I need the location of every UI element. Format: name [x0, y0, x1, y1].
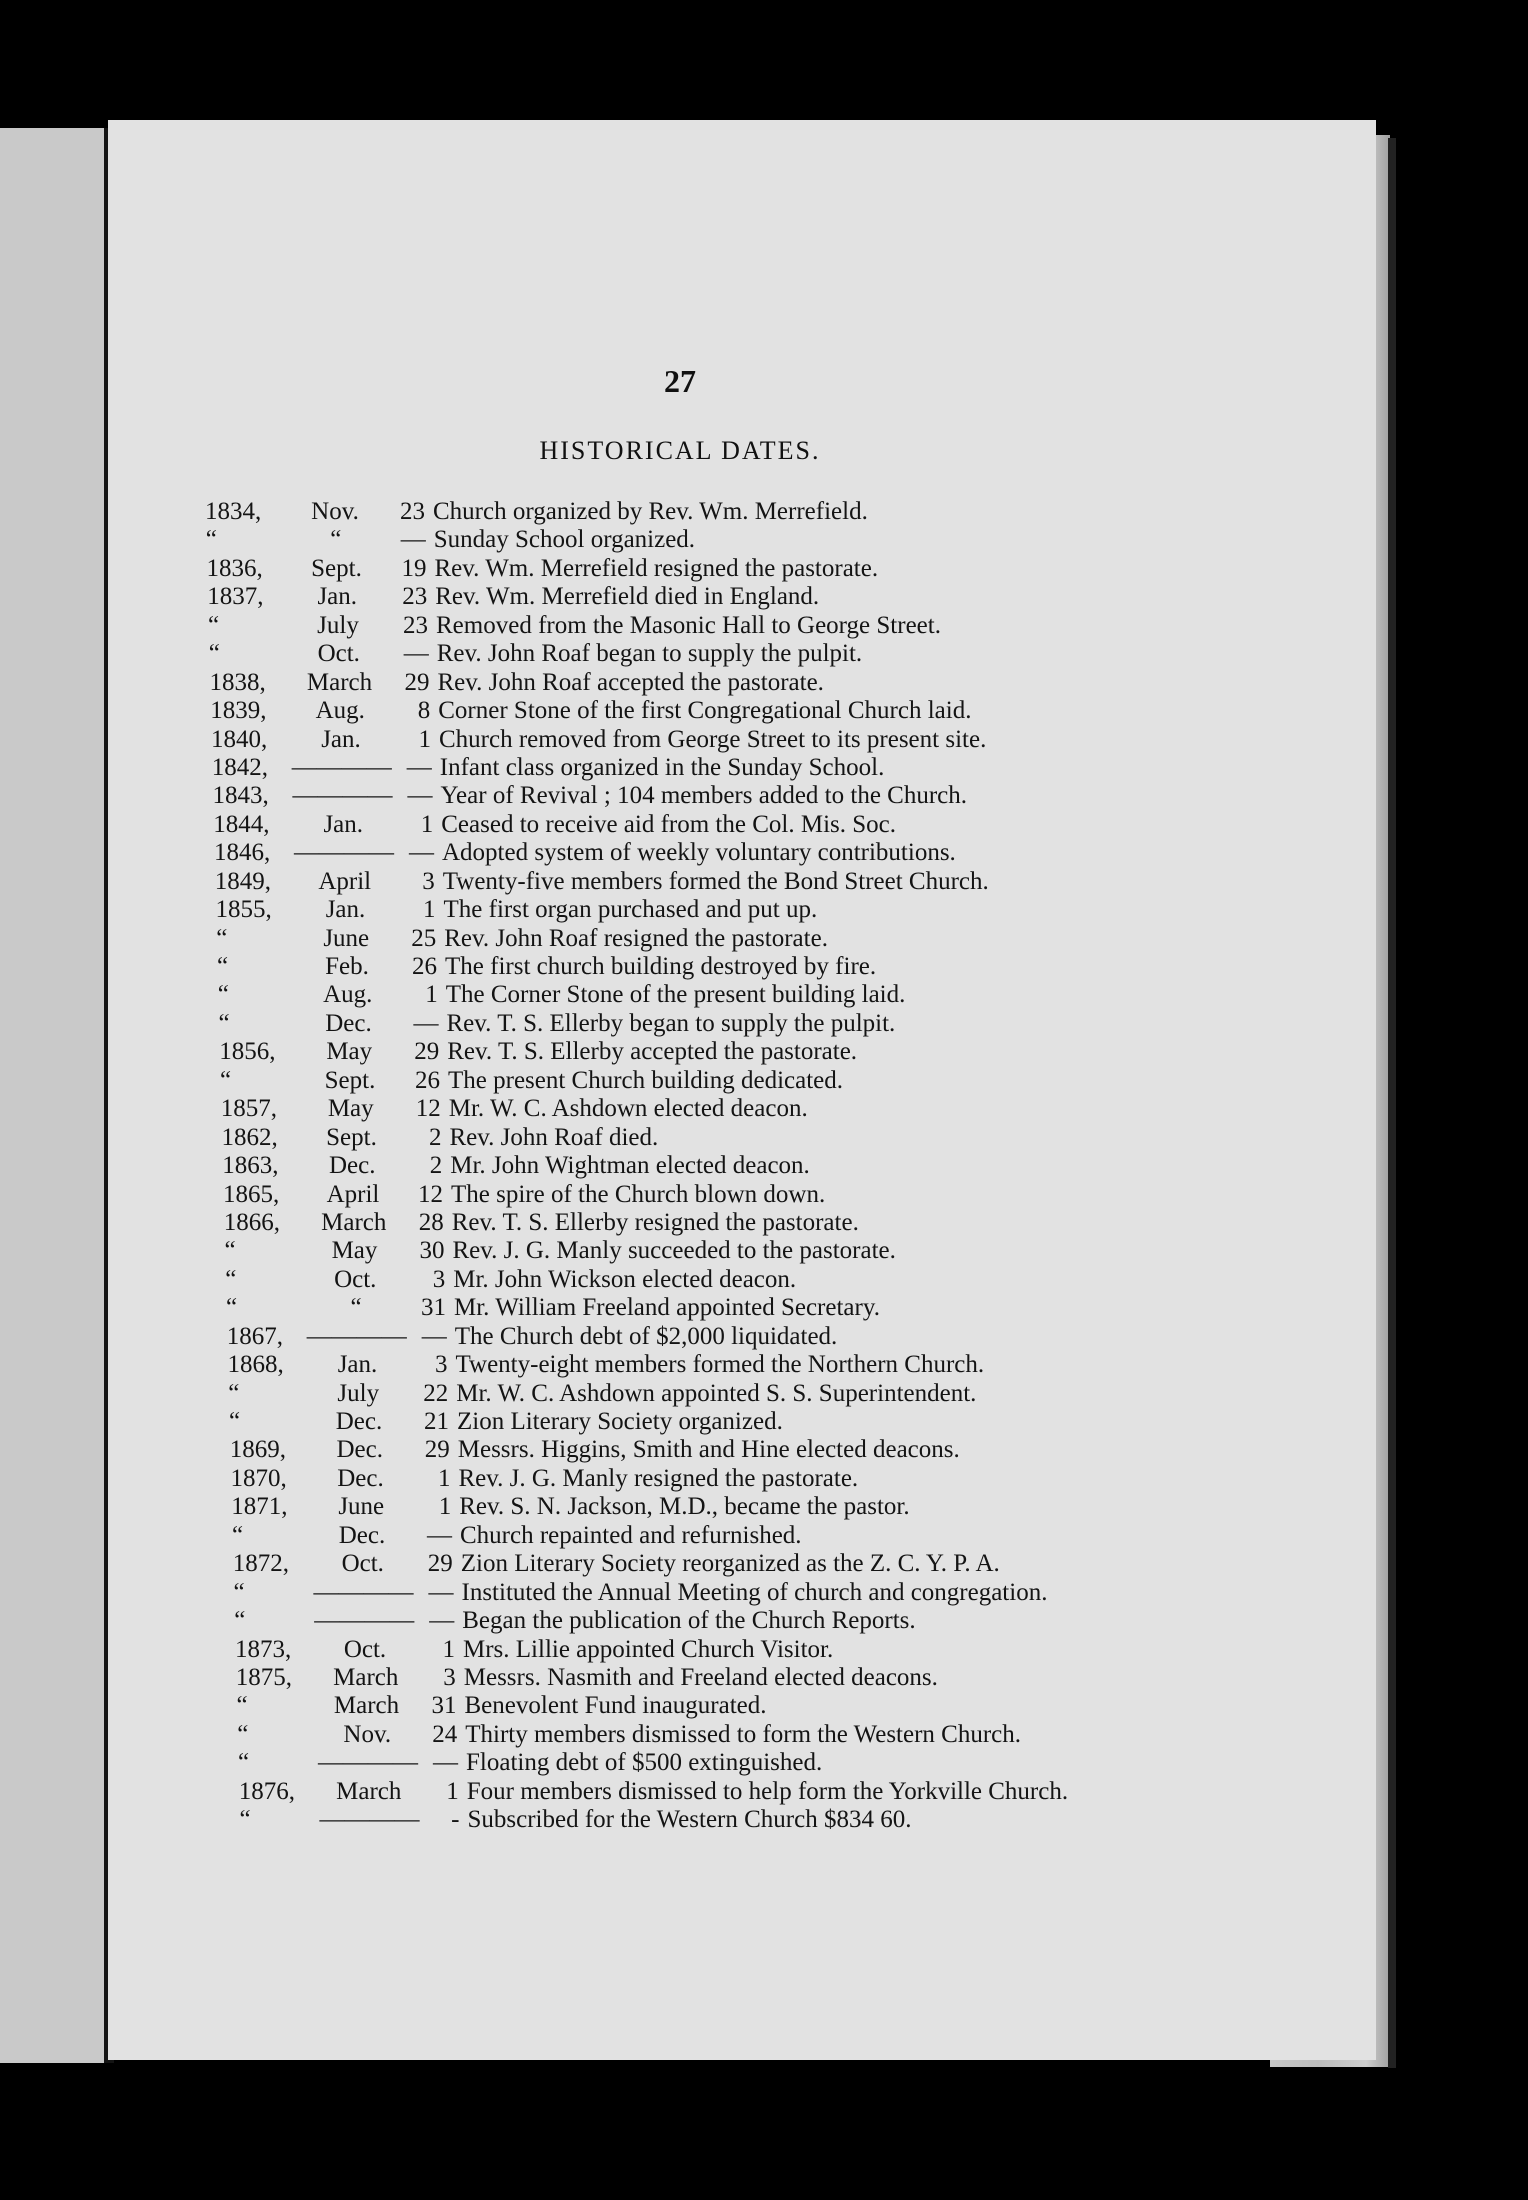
- entry-event: Twenty-five members formed the Bond Street Church.: [442, 867, 989, 895]
- date-entry: [226, 1294, 1205, 1322]
- entry-day: 2: [429, 1123, 442, 1151]
- date-entry: [219, 1010, 1206, 1038]
- entry-month: Dec.: [338, 1521, 386, 1549]
- date-entry: [234, 1579, 1206, 1607]
- entry-year: 1869,: [229, 1436, 286, 1464]
- entry-day: 31: [431, 1692, 457, 1720]
- entry-event: Mrs. Lillie appointed Church Visitor.: [463, 1635, 834, 1663]
- entry-day: —: [428, 1578, 454, 1606]
- entry-day: 1: [446, 1777, 459, 1805]
- entry-day: 29: [424, 1436, 450, 1464]
- entry-month: Nov.: [311, 498, 359, 525]
- date-entry: [225, 1266, 1205, 1294]
- entry-month: Dec.: [336, 1436, 383, 1464]
- date-entry: [213, 782, 1206, 810]
- entry-month: ————: [319, 1806, 420, 1834]
- date-entry: [211, 726, 1205, 754]
- date-entry: [234, 1607, 1205, 1635]
- entry-month: Aug.: [315, 697, 365, 725]
- entry-day: 23: [403, 611, 428, 639]
- date-entry: [237, 1721, 1205, 1749]
- entry-month: Jan.: [323, 810, 364, 838]
- date-entry: [216, 896, 1206, 924]
- entry-day: —: [413, 1009, 439, 1037]
- date-entry: [237, 1692, 1206, 1720]
- entry-day: —: [427, 1521, 452, 1549]
- entry-month: July: [337, 1379, 380, 1407]
- entry-year: 1846,: [214, 839, 271, 867]
- entry-event: Subscribed for the Western Church $834 60.: [467, 1806, 912, 1834]
- entry-year: 1876,: [238, 1777, 295, 1805]
- entry-event: Four members dismissed to help form the Yorkville Church.: [466, 1777, 1069, 1805]
- entry-event: Removed from the Masonic Hall to George Street.: [436, 611, 941, 639]
- entry-day: 1: [418, 725, 431, 753]
- entry-year: “: [233, 1578, 245, 1606]
- date-entry: [224, 1209, 1205, 1237]
- entry-event: Mr. John Wightman elected deacon.: [450, 1152, 810, 1180]
- date-entry: [217, 953, 1205, 981]
- entry-day: —: [406, 753, 432, 781]
- entry-year: 1875,: [235, 1663, 292, 1691]
- entry-year: “: [220, 1066, 232, 1094]
- date-entry: [210, 669, 1206, 697]
- entry-day: 12: [418, 1180, 443, 1208]
- entry-year: “: [234, 1607, 246, 1635]
- entry-month: Nov.: [343, 1720, 392, 1748]
- date-entry: [221, 1095, 1205, 1123]
- entry-month: March: [333, 1663, 399, 1691]
- historical-dates-list: [205, 498, 1205, 1835]
- entry-day: —: [409, 839, 434, 867]
- entry-event: Twenty-eight members formed the Northern Church.: [455, 1351, 985, 1379]
- entry-year: 1872,: [232, 1550, 289, 1578]
- entry-event: Rev. John Roaf accepted the pastorate.: [437, 668, 824, 696]
- entry-event: Mr. John Wickson elected deacon.: [453, 1265, 797, 1293]
- entry-year: 1855,: [215, 896, 272, 924]
- entry-month: July: [317, 611, 359, 639]
- entry-day: 1: [420, 810, 434, 838]
- entry-day: 22: [423, 1379, 449, 1407]
- entry-year: “: [218, 1009, 230, 1037]
- entry-month: June: [323, 924, 370, 952]
- entry-event: Rev. John Roaf resigned the pastorate.: [444, 924, 828, 952]
- date-entry: [214, 839, 1205, 867]
- entry-event: Rev. T. S. Ellerby resigned the pastorate.: [451, 1208, 859, 1236]
- entry-event: Church organized by Rev. Wm. Merrefield.: [433, 498, 868, 525]
- date-entry: [238, 1749, 1205, 1777]
- entry-month: ————: [294, 839, 394, 867]
- entry-day: 8: [417, 697, 431, 725]
- entry-year: 1862,: [221, 1123, 278, 1151]
- entry-month: April: [326, 1180, 380, 1208]
- entry-event: Rev. Wm. Merrefield resigned the pastorate.: [434, 554, 879, 582]
- entry-day: 29: [414, 1038, 440, 1066]
- entry-month: March: [306, 668, 373, 696]
- entry-year: “: [208, 611, 220, 639]
- entry-day: 3: [422, 867, 435, 895]
- entry-year: “: [205, 526, 217, 554]
- entry-event: Began the publication of the Church Reports.: [462, 1607, 916, 1635]
- entry-year: 1849,: [214, 867, 271, 895]
- entry-year: “: [239, 1806, 251, 1834]
- date-entry: [215, 868, 1205, 896]
- entry-year: 1834,: [205, 498, 262, 525]
- entry-event: Rev. Wm. Merrefield died in England.: [435, 583, 820, 611]
- entry-month: March: [333, 1692, 400, 1720]
- entry-month: April: [318, 867, 372, 895]
- entry-event: Adopted system of weekly voluntary contributions.: [442, 839, 956, 867]
- page-heading: HISTORICAL DATES.: [539, 436, 821, 465]
- entry-day: —: [429, 1607, 455, 1635]
- entry-day: -: [451, 1806, 460, 1834]
- entry-event: Zion Literary Society organized.: [457, 1408, 783, 1435]
- date-entry: [223, 1181, 1205, 1209]
- entry-month: Jan.: [321, 725, 361, 753]
- entry-day: 23: [400, 498, 425, 525]
- entry-event: Mr. W. C. Ashdown elected deacon.: [448, 1095, 808, 1123]
- entry-year: “: [236, 1692, 248, 1720]
- entry-year: 1842,: [211, 753, 268, 781]
- entry-day: 12: [415, 1095, 441, 1123]
- entry-event: Church repainted and refurnished.: [460, 1521, 802, 1549]
- date-entry: [233, 1550, 1205, 1578]
- entry-day: 31: [421, 1294, 446, 1322]
- facing-page-edge: [0, 128, 104, 2063]
- entry-year: “: [225, 1265, 237, 1293]
- entry-event: Instituted the Annual Meeting of church and congregation.: [461, 1578, 1048, 1606]
- entry-event: Rev. S. N. Jackson, M.D., became the pastor.: [459, 1493, 910, 1521]
- date-entry: [205, 498, 1205, 526]
- entry-event: Thirty members dismissed to form the Western Church.: [465, 1720, 1022, 1748]
- date-entry: [208, 612, 1205, 640]
- date-entry: [222, 1152, 1205, 1180]
- entry-year: “: [224, 1237, 236, 1265]
- entry-event: Sunday School organized.: [433, 526, 696, 554]
- entry-event: Messrs. Higgins, Smith and Hine elected deacons.: [457, 1436, 960, 1464]
- entry-year: 1868,: [227, 1351, 284, 1379]
- entry-month: ————: [292, 782, 393, 810]
- entry-year: 1856,: [219, 1038, 276, 1066]
- entry-month: May: [326, 1038, 373, 1066]
- date-entry: [236, 1664, 1205, 1692]
- date-entry: [227, 1323, 1205, 1351]
- date-entry: [225, 1237, 1206, 1265]
- entry-month: ————: [306, 1322, 407, 1350]
- date-entry: [220, 1067, 1205, 1095]
- entry-event: Rev. T. S. Ellerby began to supply the pulpit.: [446, 1009, 896, 1037]
- entry-day: 29: [404, 668, 430, 696]
- date-entry: [228, 1380, 1205, 1408]
- entry-month: ————: [313, 1578, 414, 1606]
- entry-day: 26: [412, 953, 437, 980]
- date-entry: [232, 1522, 1205, 1550]
- entry-event: The present Church building dedicated.: [448, 1066, 844, 1094]
- entry-day: 24: [432, 1720, 458, 1748]
- entry-event: The first church building destroyed by fire.: [445, 953, 877, 980]
- entry-day: 29: [427, 1550, 453, 1578]
- entry-year: “: [217, 953, 229, 980]
- entry-event: Floating debt of $500 extinguished.: [466, 1749, 823, 1777]
- entry-event: The Corner Stone of the present building laid.: [445, 981, 906, 1009]
- entry-year: “: [232, 1521, 244, 1549]
- entry-event: Zion Literary Society reorganized as the Z. C. Y. P. A.: [460, 1550, 1000, 1578]
- entry-event: The first organ purchased and put up.: [443, 896, 818, 924]
- entry-month: ————: [314, 1607, 415, 1635]
- entry-event: The Church debt of $2,000 liquidated.: [454, 1322, 838, 1350]
- entry-year: “: [216, 924, 228, 952]
- entry-month: May: [331, 1237, 378, 1265]
- date-entry: [240, 1806, 1206, 1834]
- entry-year: “: [226, 1294, 238, 1322]
- entry-year: 1871,: [231, 1493, 288, 1521]
- entry-year: “: [217, 981, 229, 1009]
- entry-month: Dec.: [329, 1152, 376, 1180]
- entry-month: Sept.: [324, 1066, 376, 1094]
- entry-day: 19: [401, 554, 427, 582]
- entry-month: March: [321, 1208, 387, 1236]
- entry-month: “: [350, 1294, 362, 1322]
- entry-month: Jan.: [337, 1351, 378, 1379]
- entry-event: Rev. John Roaf began to supply the pulpit.: [436, 640, 863, 668]
- entry-year: 1857,: [220, 1095, 277, 1123]
- date-entry: [212, 754, 1205, 782]
- entry-event: The spire of the Church blown down.: [451, 1180, 826, 1208]
- entry-day: —: [407, 782, 433, 810]
- entry-month: Sept.: [326, 1123, 377, 1151]
- page-number: 27: [664, 363, 696, 399]
- entry-month: Oct.: [341, 1550, 384, 1578]
- entry-year: 1863,: [222, 1152, 279, 1180]
- entry-year: 1870,: [230, 1464, 287, 1492]
- entry-month: Dec.: [337, 1464, 384, 1492]
- entry-year: 1839,: [210, 697, 267, 725]
- entry-day: 26: [415, 1066, 440, 1094]
- entry-year: “: [208, 640, 220, 668]
- entry-event: Benevolent Fund inaugurated.: [464, 1692, 767, 1720]
- entry-day: 1: [438, 1464, 451, 1492]
- entry-day: 3: [432, 1265, 446, 1293]
- entry-month: Dec.: [335, 1408, 383, 1435]
- date-entry: [222, 1124, 1206, 1152]
- entry-day: 3: [435, 1351, 448, 1379]
- date-entry: [228, 1351, 1206, 1379]
- date-entry: [235, 1636, 1205, 1664]
- entry-day: 2: [429, 1152, 443, 1180]
- entry-year: 1873,: [235, 1635, 292, 1663]
- entry-year: “: [237, 1720, 249, 1748]
- entry-month: ————: [318, 1749, 418, 1777]
- entry-year: 1840,: [211, 725, 268, 753]
- date-entry: [230, 1436, 1205, 1464]
- date-entry: [231, 1465, 1206, 1493]
- entry-event: Rev. J. G. Manly succeeded to the pastorate.: [452, 1237, 896, 1265]
- entry-event: Year of Revival ; 104 members added to the Church.: [440, 782, 968, 810]
- entry-year: 1865,: [223, 1180, 280, 1208]
- entry-year: “: [238, 1749, 250, 1777]
- entry-month: Aug.: [323, 981, 373, 1009]
- entry-event: Ceased to receive aid from the Col. Mis. Soc.: [441, 810, 896, 838]
- entry-year: 1838,: [209, 668, 266, 696]
- entry-day: —: [403, 640, 429, 668]
- entry-event: Rev. T. S. Ellerby accepted the pastorate.: [447, 1038, 858, 1066]
- entry-event: Mr. William Freeland appointed Secretary.: [454, 1294, 880, 1322]
- entry-month: Dec.: [325, 1009, 372, 1037]
- page-stack-shadow: [1388, 138, 1396, 2068]
- entry-event: Church removed from George Street to its present site.: [439, 725, 987, 753]
- entry-month: ————: [291, 753, 392, 781]
- entry-event: Infant class organized in the Sunday School.: [439, 753, 885, 781]
- entry-day: 1: [438, 1493, 452, 1521]
- entry-year: 1867,: [226, 1322, 283, 1350]
- entry-day: —: [400, 526, 426, 554]
- entry-year: “: [229, 1408, 241, 1435]
- entry-day: —: [433, 1749, 458, 1777]
- entry-month: Jan.: [325, 896, 366, 924]
- entry-day: 30: [419, 1237, 445, 1265]
- entry-day: 21: [424, 1408, 449, 1435]
- entry-month: June: [338, 1493, 385, 1521]
- entry-year: 1836,: [206, 554, 263, 582]
- entry-day: —: [421, 1322, 447, 1350]
- entry-year: “: [228, 1379, 240, 1407]
- date-entry: [219, 1038, 1205, 1066]
- entry-day: 25: [411, 924, 437, 952]
- date-entry: [231, 1493, 1205, 1521]
- entry-year: 1843,: [212, 782, 269, 810]
- entry-day: 28: [418, 1208, 444, 1236]
- date-entry: [207, 555, 1206, 583]
- entry-day: 23: [402, 583, 428, 611]
- entry-month: Sept.: [311, 554, 362, 582]
- date-entry: [207, 583, 1205, 611]
- entry-year: 1866,: [223, 1208, 280, 1236]
- entry-year: 1844,: [213, 810, 270, 838]
- entry-month: Oct.: [343, 1635, 387, 1663]
- entry-month: Feb.: [325, 953, 369, 980]
- entry-day: 3: [443, 1663, 456, 1691]
- entry-day: 1: [442, 1635, 455, 1663]
- entry-event: Messrs. Nasmith and Freeland elected deacons.: [463, 1663, 938, 1691]
- entry-month: Oct.: [317, 640, 360, 668]
- date-entry: [229, 1408, 1205, 1436]
- entry-event: Mr. W. C. Ashdown appointed S. S. Superintendent.: [456, 1379, 977, 1407]
- entry-month: Jan.: [317, 583, 358, 611]
- entry-event: Rev. J. G. Manly resigned the pastorate.: [458, 1464, 859, 1492]
- entry-month: Oct.: [334, 1265, 377, 1293]
- entry-day: 1: [425, 981, 438, 1009]
- date-entry: [209, 640, 1205, 668]
- date-entry: [216, 925, 1205, 953]
- date-entry: [239, 1778, 1205, 1806]
- entry-month: March: [336, 1777, 402, 1805]
- date-entry: [206, 526, 1205, 554]
- entry-month: “: [330, 526, 342, 554]
- date-entry: [210, 697, 1205, 725]
- entry-event: Corner Stone of the first Congregational Church laid.: [438, 697, 972, 725]
- entry-day: 1: [423, 896, 436, 924]
- date-entry: [213, 811, 1205, 839]
- entry-event: Rev. John Roaf died.: [449, 1123, 659, 1151]
- entry-year: 1837,: [207, 583, 264, 611]
- entry-month: May: [327, 1095, 374, 1123]
- date-entry: [218, 981, 1205, 1009]
